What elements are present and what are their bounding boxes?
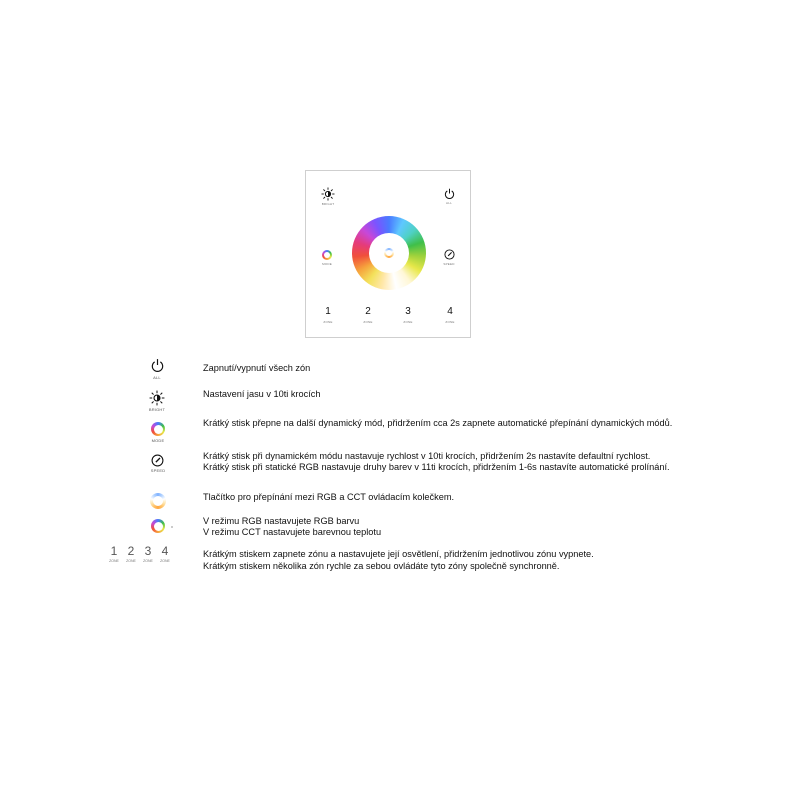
zone-2-caption: ZONE [363,320,373,324]
dot-decoration [171,526,173,528]
speed-icon[interactable] [444,249,455,260]
zone-1-number[interactable]: 1 [325,306,331,317]
legend-brightness-caption: BRIGHT [148,407,166,412]
legend-zone-1-caption: ZONE [109,559,119,563]
legend-zone-4-number: 4 [161,544,169,558]
legend-power-caption: ALL [153,375,161,380]
legend-zone-2-caption: ZONE [126,559,136,563]
brightness-caption: BRIGHT [321,202,335,206]
legend-power-icon [151,358,164,372]
legend-speed-line-1: Krátký stisk při dynamickém módu nastavuje rychlost v 10ti krocích, přidržením 2s nastavíte defaultní rychlost. [203,451,651,461]
zone-3-caption: ZONE [403,320,413,324]
touch-panel [305,170,471,338]
legend-mode-caption: MODE [151,438,165,443]
power-caption: ALL [446,201,452,205]
legend-zones-line-2: Krátkým stiskem několika zón rychle za sebou ovládáte tyto zóny společně synchronně. [203,561,560,571]
zone-4-caption: ZONE [445,320,455,324]
legend-zone-1-number: 1 [110,544,118,558]
zone-4-number[interactable]: 4 [447,306,453,317]
legend-speed-caption: SPEED [150,468,166,473]
legend-zone-2-number: 2 [127,544,135,558]
power-icon[interactable] [444,188,455,199]
cct-toggle-icon[interactable] [384,248,394,258]
legend-zone-3-number: 3 [144,544,152,558]
zone-3-number[interactable]: 3 [405,306,411,317]
brightness-icon[interactable] [321,187,335,201]
zone-2-number[interactable]: 2 [365,306,371,317]
legend-cct-text: Tlačítko pro přepínání mezi RGB a CCT ovládacím kolečkem. [203,492,455,502]
legend-wheel-line-2: V režimu CCT nastavujete barevnou teplotu [203,527,382,537]
color-wheel[interactable] [352,216,426,290]
legend-wheel-line-1: V režimu RGB nastavujete RGB barvu [203,516,360,526]
legend-mode-icon [151,422,165,436]
legend-speed-icon [151,454,164,467]
legend-color-wheel-icon [151,519,165,533]
legend-mode-text: Krátký stisk přepne na další dynamický mód, přidržením cca 2s zapnete automatické přepínání dynamických módů. [203,418,673,428]
mode-icon[interactable] [322,250,332,260]
zone-1-caption: ZONE [323,320,333,324]
legend-power-text: Zapnutí/vypnutí všech zón [203,363,311,373]
legend-speed-line-2: Krátký stisk při statické RGB nastavuje druhy barev v 11ti krocích, přidržením 1-6s nastavíte automatické prolínání. [203,462,670,472]
legend-zones-line-1: Krátkým stiskem zapnete zónu a nastavujete její osvětlení, přidržením jednotlivou zónu vypnete. [203,549,594,559]
mode-caption: MODE [322,262,332,266]
legend-brightness-icon [149,390,165,406]
speed-caption: SPEED [443,262,455,266]
legend-cct-toggle-icon [150,493,166,509]
legend-brightness-text: Nastavení jasu v 10ti krocích [203,389,321,399]
legend-zone-3-caption: ZONE [143,559,153,563]
legend-zone-4-caption: ZONE [160,559,170,563]
